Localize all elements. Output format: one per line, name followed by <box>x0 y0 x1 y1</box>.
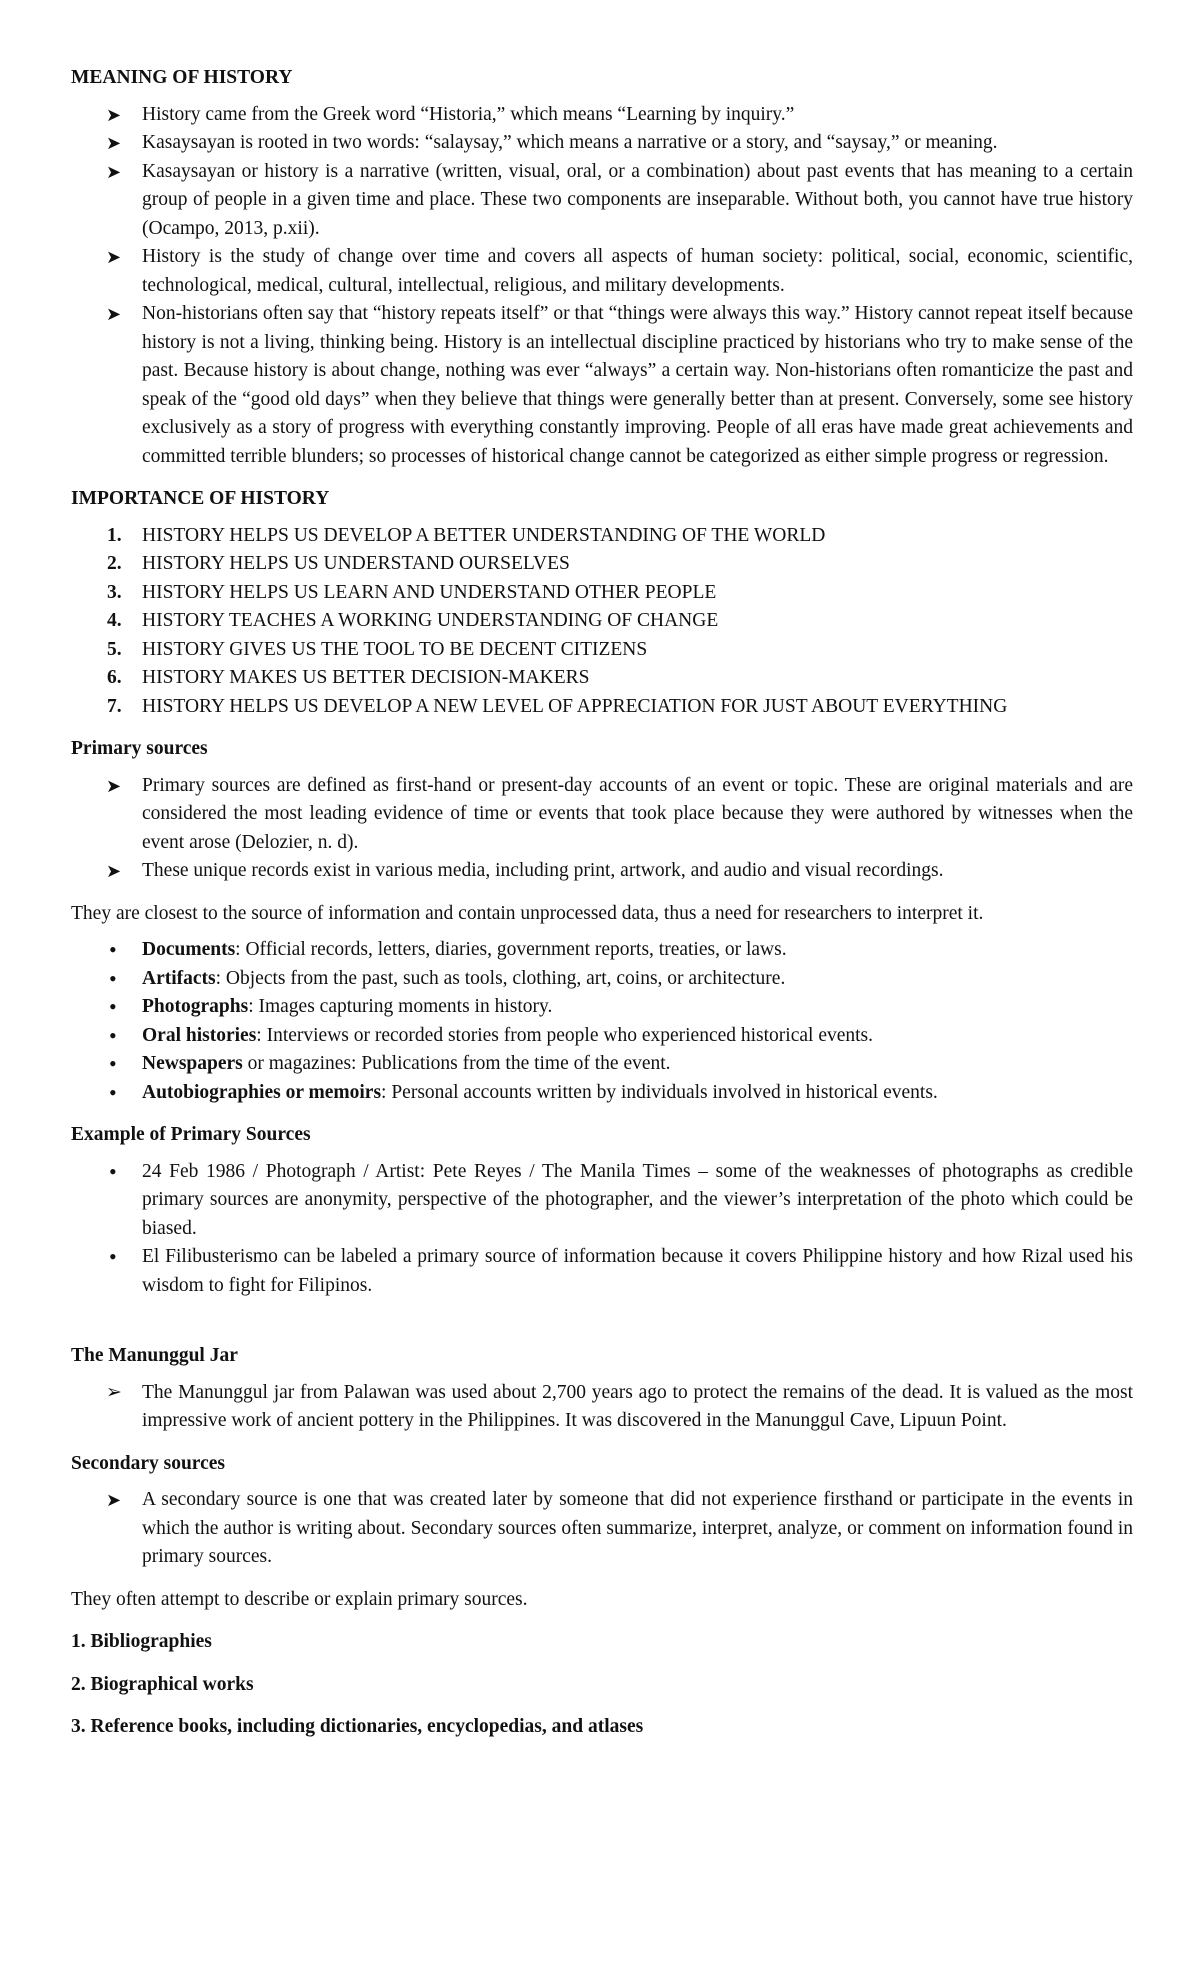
list-item: 2. HISTORY HELPS US UNDERSTAND OURSELVES <box>107 553 570 574</box>
list-item: ➤ These unique records exist in various media, including print, artwork, and audio and visual recordings. <box>71 857 1133 886</box>
arrow-bullet-icon: ➤ <box>106 304 122 324</box>
dot-bullet-icon: • <box>109 1022 117 1048</box>
list-item: 6. HISTORY MAKES US BETTER DECISION-MAKERS <box>107 667 590 688</box>
list-item: ➤ Non-historians often say that “history repeats itself” or that “things were always this way.” History cannot repeat itself because history is not a living, thinking being. History is an intellectual discipline practiced by historians who try to make sense of the past. Because history is about change, nothing was ever “always” a certain way. Non-historians often romanticize the past and speak of the “good old days” when they believe that things were generally better than at present. Conversely, some see history exclusively as a story of progress with everything constantly improving. People of all eras have made great achievements and committed terrible blunders; so processes of historical change cannot be categorized as either simple progress or regression. <box>71 300 1133 471</box>
arrow-bullet-icon: ➤ <box>106 161 122 182</box>
primary-list <box>71 772 1133 886</box>
importance-heading: IMPORTANCE OF HISTORY <box>71 488 330 509</box>
list-item: • 24 Feb 1986 / Photograph / Artist: Pete Reyes / The Manila Times – some of the weaknesses of photographs as credible primary sources are anonymity, perspective of the photographer, and the viewer’s interpretation of the photo which could be biased. <box>109 1158 1133 1239</box>
document-page <box>71 64 1133 1742</box>
list-item: ➤ Kasaysayan or history is a narrative (written, visual, oral, or a combination) about past events that has meaning to a certain group of people in a given time and place. These two components are inseparable. Without both, you cannot have true history (Ocampo, 2013, p.xii). <box>71 158 1133 244</box>
list-item: ➤ Primary sources are defined as first-hand or present-day accounts of an event or topic. These are original materials and are considered the most leading evidence of time or events that took place because they were authored by witnesses when the event arose (Delozier, n. d). <box>71 772 1133 858</box>
primary-types-list <box>71 936 1133 1107</box>
list-item: • Newspapers or magazines: Publications from the time of the event. <box>71 1050 1133 1079</box>
secondary-list-item-1: 1. Bibliographies <box>71 1631 212 1652</box>
list-item: ➤ History came from the Greek word “Historia,” which means “Learning by inquiry.” <box>71 101 1133 130</box>
dot-bullet-icon: • <box>109 1051 117 1076</box>
secondary-list-item-3: 3. Reference books, including dictionaries, encyclopedias, and atlases <box>71 1716 644 1737</box>
secondary-list-item-2: 2. Biographical works <box>71 1673 254 1695</box>
dot-bullet-icon: • <box>109 1244 117 1269</box>
dot-bullet-icon: • <box>109 1079 117 1105</box>
arrow-bullet-icon: ➤ <box>106 133 122 153</box>
secondary-note: They often attempt to describe or explain primary sources. <box>71 1588 528 1610</box>
manunggul-list <box>71 1379 1133 1436</box>
list-item: 5. HISTORY GIVES US THE TOOL TO BE DECENT CITIZENS <box>107 638 648 660</box>
meaning-heading: MEANING OF HISTORY <box>71 67 293 88</box>
dot-bullet-icon: • <box>109 965 117 991</box>
secondary-list <box>71 1486 1133 1572</box>
importance-list <box>71 522 1133 722</box>
list-item: ➤ A secondary source is one that was created later by someone that did not experience firsthand or participate in the events in which the author is writing about. Secondary sources often summarize, interpret, analyze, or comment on information found in primary sources. <box>71 1486 1133 1572</box>
list-item: • El Filibusterismo can be labeled a primary source of information because it covers Philippine history and how Rizal used his wisdom to fight for Filipinos. <box>109 1244 1133 1296</box>
arrow-bullet-icon: ➢ <box>106 1381 122 1403</box>
list-item: 7. HISTORY HELPS US DEVELOP A NEW LEVEL OF APPRECIATION FOR JUST ABOUT EVERYTHING <box>107 695 1008 717</box>
arrow-bullet-icon: ➤ <box>106 861 122 881</box>
arrow-bullet-icon: ➤ <box>106 1490 122 1510</box>
list-item: • Artifacts: Objects from the past, such as tools, clothing, art, coins, or architecture. <box>71 965 1133 994</box>
dot-bullet-icon: • <box>109 1158 117 1184</box>
list-item: • Photographs: Images capturing moments in history. <box>71 993 1133 1022</box>
list-item: • Documents: Official records, letters, diaries, government reports, treaties, or laws. <box>71 936 1133 965</box>
dot-bullet-icon: • <box>109 994 117 1019</box>
examples-heading: Example of Primary Sources <box>71 1124 311 1145</box>
arrow-bullet-icon: ➤ <box>106 247 122 267</box>
secondary-heading: Secondary sources <box>71 1452 226 1474</box>
meaning-list <box>71 101 1133 472</box>
list-item: 3. HISTORY HELPS US LEARN AND UNDERSTAND OTHER PEOPLE <box>107 581 717 603</box>
list-item: ➤ Kasaysayan is rooted in two words: “salaysay,” which means a narrative or a story, and “saysay,” or meaning. <box>71 129 1133 158</box>
list-item: ➢ The Manunggul jar from Palawan was used about 2,700 years ago to protect the remains of the dead. It is valued as the most impressive work of ancient pottery in the Philippines. It was discovered in the Manunggul Cave, Lipuun Point. <box>71 1379 1133 1436</box>
list-item: 4. HISTORY TEACHES A WORKING UNDERSTANDING OF CHANGE <box>107 610 719 631</box>
dot-bullet-icon: • <box>109 937 117 962</box>
primary-heading: Primary sources <box>71 738 208 759</box>
list-item: ➤ History is the study of change over time and covers all aspects of human society: political, social, economic, scientific, technological, medical, cultural, intellectual, religious, and military developments. <box>71 243 1133 300</box>
arrow-bullet-icon: ➤ <box>106 104 122 125</box>
primary-note: They are closest to the source of information and contain unprocessed data, thus a need for researchers to interpret it. <box>71 902 984 924</box>
list-item: 1. HISTORY HELPS US DEVELOP A BETTER UNDERSTANDING OF THE WORLD <box>107 524 826 546</box>
manunggul-heading: The Manunggul Jar <box>71 1345 238 1366</box>
arrow-bullet-icon: ➤ <box>106 775 122 796</box>
list-item: • Oral histories: Interviews or recorded stories from people who experienced historical events. <box>71 1022 1133 1051</box>
examples-list <box>71 1158 1133 1301</box>
list-item: • Autobiographies or memoirs: Personal accounts written by individuals involved in historical events. <box>71 1079 1133 1108</box>
